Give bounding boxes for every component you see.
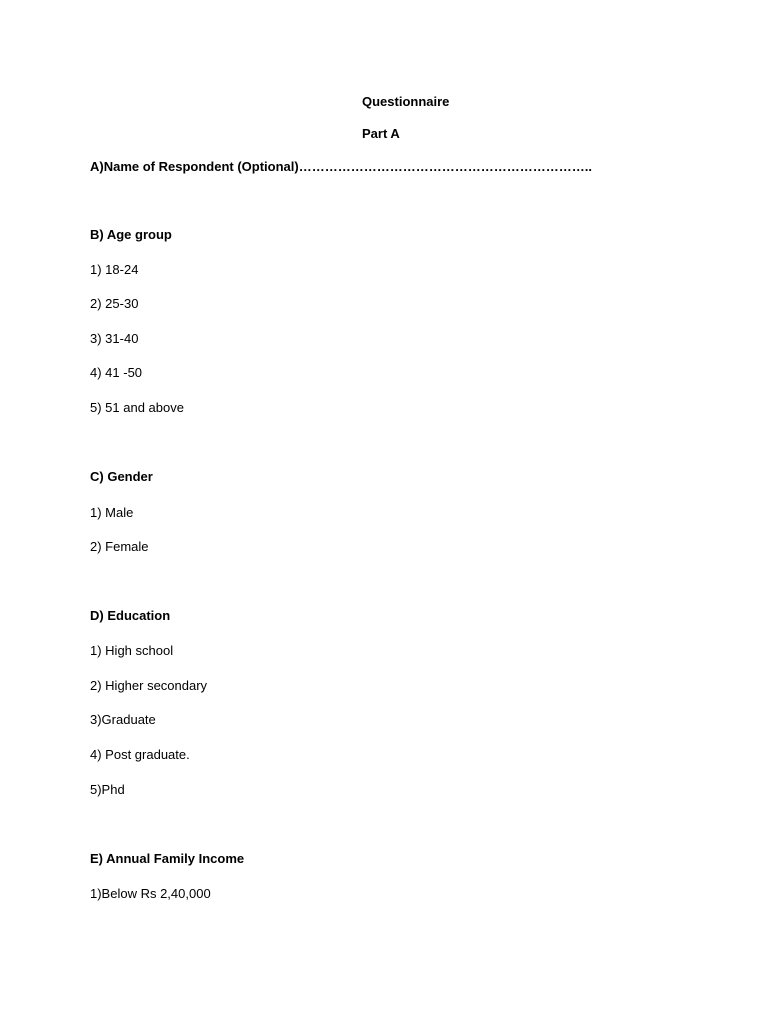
education-option-5: 5)Phd (90, 782, 125, 797)
education-option-2: 2) Higher secondary (90, 678, 208, 693)
section-heading-education: D) Education (90, 608, 171, 623)
gender-option-2: 2) Female (90, 539, 149, 554)
gender-option-1: 1) Male (90, 505, 134, 520)
section-heading-age-group: B) Age group (90, 227, 172, 242)
education-option-4: 4) Post graduate. (90, 747, 190, 762)
education-option-3: 3)Graduate (90, 712, 156, 727)
age-option-4: 4) 41 -50 (90, 365, 143, 380)
document-title: Questionnaire (362, 94, 450, 109)
age-option-2: 2) 25-30 (90, 296, 139, 311)
age-option-3: 3) 31-40 (90, 331, 139, 346)
age-option-5: 5) 51 and above (90, 400, 184, 415)
section-heading-annual-family-income: E) Annual Family Income (90, 851, 245, 866)
education-option-1: 1) High school (90, 643, 174, 658)
section-heading-gender: C) Gender (90, 469, 153, 484)
name-of-respondent-question: A)Name of Respondent (Optional)………………………………………………………….. (90, 159, 592, 174)
part-label: Part A (362, 126, 400, 141)
income-option-1: 1)Below Rs 2,40,000 (90, 886, 211, 901)
age-option-1: 1) 18-24 (90, 262, 139, 277)
